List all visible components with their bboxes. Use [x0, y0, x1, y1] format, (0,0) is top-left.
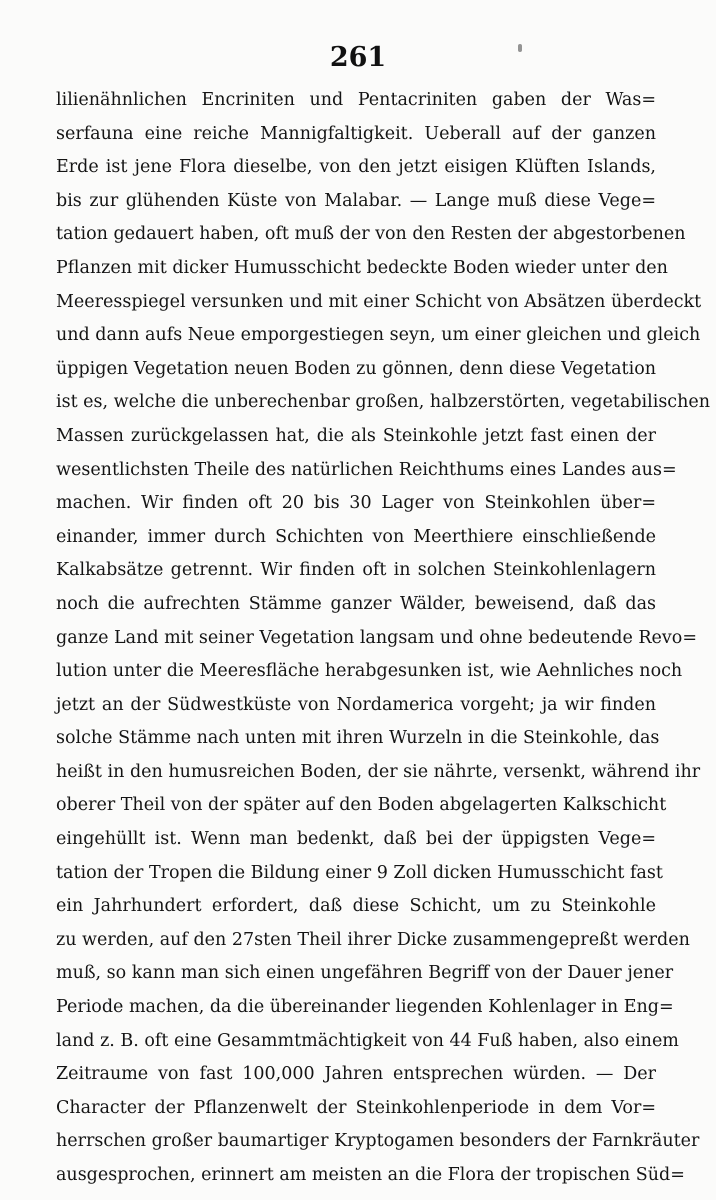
body-text	[56, 84, 710, 1193]
text-line: einander, immer durch Schichten von Meerthiere einschließende	[56, 526, 656, 547]
text-line: Zeitraume von fast 100,000 Jahren entsprechen würden. — Der	[56, 1064, 656, 1085]
text-line: tation gedauert haben, oft muß der von den Resten der abgestorbenen	[56, 224, 686, 245]
text-line: lilienähnlichen Encriniten und Pentacriniten gaben der Was=	[56, 90, 656, 110]
text-line: Erde ist jene Flora dieselbe, von den jetzt eisigen Klüften Islands,	[56, 157, 656, 178]
text-line: machen. Wir finden oft 20 bis 30 Lager von Steinkohlen über=	[56, 493, 656, 514]
text-line: lution unter die Meeresfläche herabgesunken ist, wie Aehnliches noch	[56, 661, 683, 682]
text-line: heißt in den humusreichen Boden, der sie nährte, versenkt, während ihr	[56, 761, 701, 782]
text-line: serfauna eine reiche Mannigfaltigkeit. Ueberall auf der ganzen	[56, 123, 656, 144]
text-line: Pflanzen mit dicker Humusschicht bedeckte Boden wieder unter den	[56, 257, 668, 278]
text-line: und dann aufs Neue emporgestiegen seyn, um einer gleichen und gleich	[56, 325, 701, 346]
text-line: solche Stämme nach unten mit ihren Wurzeln in die Steinkohle, das	[56, 728, 660, 749]
text-line: üppigen Vegetation neuen Boden zu gönnen, denn diese Vegetation	[56, 358, 656, 379]
text-line: herrschen großer baumartiger Kryptogamen besonders der Farnkräuter	[56, 1131, 700, 1152]
text-line: land z. B. oft eine Gesammtmächtigkeit von 44 Fuß haben, also einem	[56, 1030, 679, 1051]
text-line: zu werden, auf den 27sten Theil ihrer Dicke zusammengepreßt werden	[56, 929, 690, 950]
text-line: Periode machen, da die übereinander liegenden Kohlenlager in Eng=	[56, 997, 674, 1018]
text-line: jetzt an der Südwestküste von Nordamerica vorgeht; ja wir finden	[56, 694, 656, 715]
text-line: eingehüllt ist. Wenn man bedenkt, daß bei der üppigsten Vege=	[56, 829, 656, 850]
text-line: muß, so kann man sich einen ungefähren Begriff von der Dauer jener	[56, 963, 674, 984]
text-line: tation der Tropen die Bildung einer 9 Zoll dicken Humusschicht fast	[56, 862, 663, 883]
text-line: noch die aufrechten Stämme ganzer Wälder, beweisend, daß das	[56, 593, 656, 614]
text-line: ein Jahrhundert erfordert, daß diese Schicht, um zu Steinkohle	[56, 896, 656, 917]
text-line: Massen zurückgelassen hat, die als Steinkohle jetzt fast einen der	[56, 425, 656, 446]
text-line: Kalkabsätze getrennt. Wir finden oft in solchen Steinkohlenlagern	[56, 560, 656, 581]
text-line: Character der Pflanzenwelt der Steinkohlenperiode in dem Vor=	[56, 1097, 656, 1118]
page-number: 261	[329, 42, 387, 73]
text-line: wesentlichsten Theile des natürlichen Reichthums eines Landes aus=	[56, 459, 677, 480]
text-line: ist es, welche die unberechenbar großen, halbzerstörten, vegetabilischen	[56, 392, 710, 413]
text-line: oberer Theil von der später auf den Boden abgelagerten Kalkschicht	[56, 795, 667, 816]
text-line: ausgesprochen, erinnert am meisten an die Flora der tropischen Süd=	[56, 1165, 685, 1185]
text-line: Meeresspiegel versunken und mit einer Schicht von Absätzen überdeckt	[56, 291, 702, 312]
text-line: bis zur glühenden Küste von Malabar. — Lange muß diese Vege=	[56, 190, 656, 211]
text-line: ganze Land mit seiner Vegetation langsam und ohne bedeutende Revo=	[56, 627, 697, 648]
